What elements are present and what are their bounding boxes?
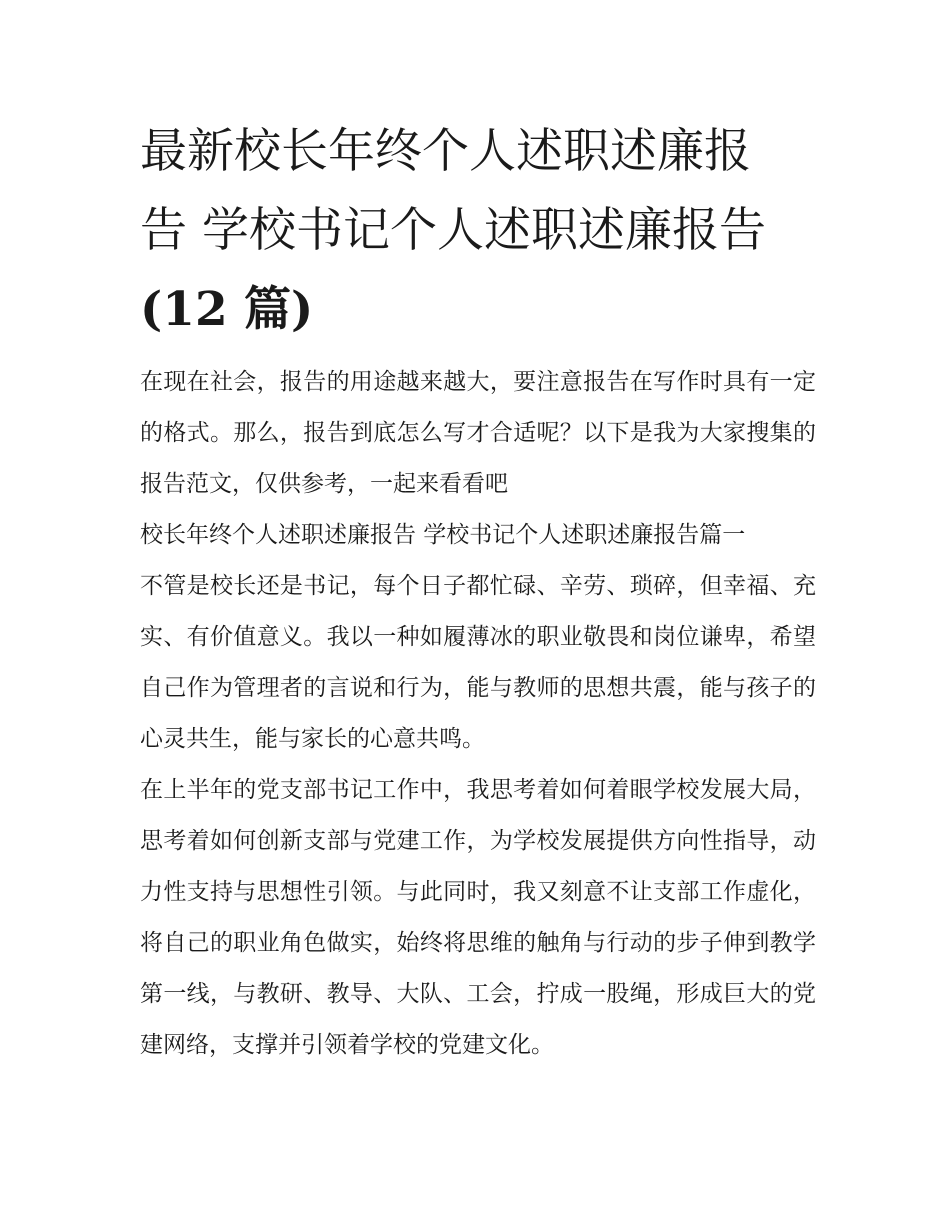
- document-title: [140, 112, 816, 349]
- document-page: [140, 112, 816, 1071]
- section-heading: 校长年终个人述职述廉报告 学校书记个人述职述廉报告篇一: [140, 522, 746, 548]
- title-line-3: (12 篇): [140, 282, 314, 337]
- title-line-2: 告 学校书记个人述职述廉报告: [140, 203, 766, 258]
- paragraph-body-1: 不管是校长还是书记，每个日子都忙碌、辛劳、琐碎，但幸福、充实、有价值意义。我以一种如履薄冰的职业敬畏和岗位谦卑，希望自己作为管理者的言说和行为，能与教师的思想共震，能与孩子的心灵共生，能与家长的心意共鸣。: [140, 573, 816, 752]
- paragraph-body-2: 在上半年的党支部书记工作中，我思考着如何着眼学校发展大局，思考着如何创新支部与党建工作，为学校发展提供方向性指导，动力性支持与思想性引领。与此同时，我又刻意不让支部工作虚化，将自己的职业角色做实，始终将思维的触角与行动的步子伸到教学第一线，与教研、教导、大队、工会，拧成一股绳，形成巨大的党建网络，支撑并引领着学校的党建文化。: [140, 777, 816, 1058]
- title-line-1: 最新校长年终个人述职述廉报: [140, 124, 751, 179]
- paragraph-intro: 在现在社会，报告的用途越来越大，要注意报告在写作时具有一定的格式。那么，报告到底怎么写才合适呢？以下是我为大家搜集的报告范文，仅供参考，一起来看看吧: [140, 369, 816, 497]
